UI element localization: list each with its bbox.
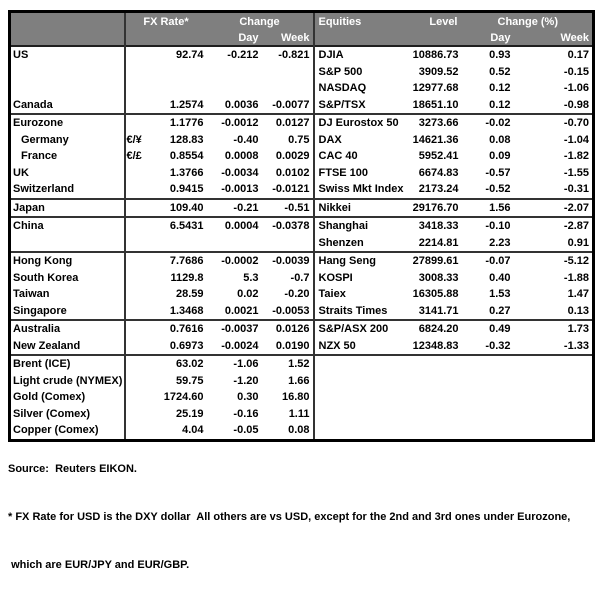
equity-label: Shanghai (314, 217, 411, 235)
table-row (10, 114, 594, 132)
table-row (10, 373, 594, 390)
equity-level (411, 355, 464, 373)
equity-level: 5952.41 (411, 148, 464, 165)
equity-label: Swiss Mkt Index (314, 181, 411, 199)
fx-change-week: -0.0077 (262, 97, 314, 115)
pair-symbol (125, 406, 147, 423)
fx-change-day: -0.0013 (207, 181, 262, 199)
fx-change-week: 0.08 (262, 422, 314, 440)
equity-label: DJIA (314, 46, 411, 64)
table-row (10, 303, 594, 321)
equity-change-group-header: Change (%) (464, 12, 594, 31)
country-label: Hong Kong (10, 252, 125, 270)
footnotes (8, 429, 570, 605)
equity-level: 10886.73 (411, 46, 464, 64)
equity-change-week (514, 389, 594, 406)
fx-rate-value: 92.74 (147, 46, 207, 64)
pair-symbol: €/£ (125, 148, 147, 165)
fx-change-week: 0.75 (262, 132, 314, 149)
fx-change-day: -0.0012 (207, 114, 262, 132)
fx-change-day: 0.30 (207, 389, 262, 406)
fx-change-day: -0.16 (207, 406, 262, 423)
equity-change-week: -1.06 (514, 80, 594, 97)
fx-change-day: -0.0024 (207, 338, 262, 356)
fx-rate-value: 1.3468 (147, 303, 207, 321)
fx-rate-value: 0.9415 (147, 181, 207, 199)
equity-change-day: -0.02 (464, 114, 514, 132)
equity-level: 3008.33 (411, 270, 464, 287)
equity-change-day (464, 389, 514, 406)
equity-change-week: 1.47 (514, 286, 594, 303)
source-note: Source: Reuters EIKON. (8, 463, 137, 475)
table-row (10, 181, 594, 199)
table-body (10, 46, 594, 440)
equity-level (411, 406, 464, 423)
fx-change-week: 0.0029 (262, 148, 314, 165)
equity-label: S&P/ASX 200 (314, 320, 411, 338)
table-row (10, 132, 594, 149)
equity-level: 2173.24 (411, 181, 464, 199)
table-row (10, 320, 594, 338)
country-label: Singapore (10, 303, 125, 321)
pair-symbol (125, 64, 147, 81)
table-row (10, 270, 594, 287)
equity-change-day: 0.27 (464, 303, 514, 321)
fx-change-day: 0.0004 (207, 217, 262, 235)
fx-change-day: -0.40 (207, 132, 262, 149)
country-label: Australia (10, 320, 125, 338)
pair-symbol (125, 80, 147, 97)
fx-change-day: -0.212 (207, 46, 262, 64)
country-label: Germany (10, 132, 125, 149)
fx-rate-value: 1.2574 (147, 97, 207, 115)
fx-change-week: -0.821 (262, 46, 314, 64)
equity-change-week: 0.13 (514, 303, 594, 321)
equity-label: KOSPI (314, 270, 411, 287)
country-label: Eurozone (10, 114, 125, 132)
pair-symbol (125, 181, 147, 199)
fx-change-day (207, 235, 262, 253)
equity-change-week: -0.31 (514, 181, 594, 199)
equity-change-week: -1.33 (514, 338, 594, 356)
equity-label: Nikkei (314, 199, 411, 218)
fx-change-day: -1.06 (207, 355, 262, 373)
equity-label: NASDAQ (314, 80, 411, 97)
fx-change-week (262, 64, 314, 81)
fx-rate-value: 7.7686 (147, 252, 207, 270)
equity-label: Straits Times (314, 303, 411, 321)
equity-change-week: -2.87 (514, 217, 594, 235)
equity-label: Shenzen (314, 235, 411, 253)
country-label: New Zealand (10, 338, 125, 356)
table-row (10, 199, 594, 218)
country-label: Brent (ICE) (10, 355, 125, 373)
fx-rate-value: 59.75 (147, 373, 207, 390)
fx-change-week: -0.0053 (262, 303, 314, 321)
equity-change-day: -0.10 (464, 217, 514, 235)
equity-level: 3418.33 (411, 217, 464, 235)
equity-level: 2214.81 (411, 235, 464, 253)
table-row (10, 97, 594, 115)
equity-change-week: 1.73 (514, 320, 594, 338)
fx-rate-value: 4.04 (147, 422, 207, 440)
pair-symbol: €/¥ (125, 132, 147, 149)
fx-rate-value: 0.7616 (147, 320, 207, 338)
equity-week-subheader: Week (514, 30, 594, 46)
pair-symbol (125, 46, 147, 64)
country-label: Light crude (NYMEX) (10, 373, 125, 390)
fx-change-day: -0.0037 (207, 320, 262, 338)
fx-change-week: 0.0127 (262, 114, 314, 132)
equity-change-week: 0.91 (514, 235, 594, 253)
equity-change-day: -0.32 (464, 338, 514, 356)
country-label: Copper (Comex) (10, 422, 125, 440)
pair-symbol (125, 217, 147, 235)
fx-change-week: -0.0378 (262, 217, 314, 235)
equity-label: Taiex (314, 286, 411, 303)
equity-level: 18651.10 (411, 97, 464, 115)
equity-change-week: -1.82 (514, 148, 594, 165)
country-label: China (10, 217, 125, 235)
table-row (10, 235, 594, 253)
table-row (10, 80, 594, 97)
fx-change-week: 16.80 (262, 389, 314, 406)
equity-change-week: -1.55 (514, 165, 594, 182)
fx-rate-value (147, 235, 207, 253)
fx-rate-value: 1.3766 (147, 165, 207, 182)
fx-change-week: -0.0039 (262, 252, 314, 270)
pair-symbol (125, 355, 147, 373)
equity-label (314, 355, 411, 373)
equity-level: 3909.52 (411, 64, 464, 81)
equity-label: DAX (314, 132, 411, 149)
level-column-header: Level (411, 12, 464, 31)
fx-footnote-line1: * FX Rate for USD is the DXY dollar All others are vs USD, except for the 2nd and 3rd ones under Eurozone, (8, 511, 571, 523)
equity-change-day: 0.12 (464, 80, 514, 97)
equity-level: 16305.88 (411, 286, 464, 303)
fx-change-week: 0.0126 (262, 320, 314, 338)
table-row (10, 406, 594, 423)
fx-rate-value: 1.1776 (147, 114, 207, 132)
equity-change-day (464, 406, 514, 423)
country-label: Silver (Comex) (10, 406, 125, 423)
fx-change-week: -0.0121 (262, 181, 314, 199)
equity-change-week: 0.17 (514, 46, 594, 64)
pair-symbol (125, 373, 147, 390)
table-row (10, 286, 594, 303)
equity-change-day: -0.07 (464, 252, 514, 270)
pair-symbol (125, 389, 147, 406)
fx-rate-value: 28.59 (147, 286, 207, 303)
fx-rate-value: 109.40 (147, 199, 207, 218)
equity-label: Hang Seng (314, 252, 411, 270)
table-row (10, 148, 594, 165)
equity-change-week: -0.15 (514, 64, 594, 81)
equity-change-day: 2.23 (464, 235, 514, 253)
pair-symbol (125, 320, 147, 338)
pair-symbol (125, 235, 147, 253)
country-label: Japan (10, 199, 125, 218)
equity-label: FTSE 100 (314, 165, 411, 182)
table-row (10, 46, 594, 64)
table-row (10, 165, 594, 182)
country-label: US (10, 46, 125, 64)
equity-level: 12977.68 (411, 80, 464, 97)
fx-change-week: 0.0102 (262, 165, 314, 182)
table-header (10, 12, 594, 47)
pair-symbol (125, 303, 147, 321)
pair-symbol (125, 97, 147, 115)
fx-rate-value: 63.02 (147, 355, 207, 373)
equity-level (411, 373, 464, 390)
equity-change-day: -0.57 (464, 165, 514, 182)
pair-symbol (125, 114, 147, 132)
country-label (10, 235, 125, 253)
equity-change-week: -1.88 (514, 270, 594, 287)
country-label (10, 80, 125, 97)
pair-symbol (125, 286, 147, 303)
equity-label (314, 389, 411, 406)
table-row (10, 217, 594, 235)
country-label: France (10, 148, 125, 165)
equity-change-day: 0.52 (464, 64, 514, 81)
fx-change-day (207, 80, 262, 97)
equity-level: 3273.66 (411, 114, 464, 132)
fx-change-day: -0.0034 (207, 165, 262, 182)
fx-change-week (262, 235, 314, 253)
equity-change-day: 1.53 (464, 286, 514, 303)
fx-change-day: 0.0036 (207, 97, 262, 115)
equity-change-week: -5.12 (514, 252, 594, 270)
equity-change-day: 0.40 (464, 270, 514, 287)
table-row (10, 338, 594, 356)
equity-level: 29176.70 (411, 199, 464, 218)
equity-level (411, 389, 464, 406)
fx-week-subheader: Week (262, 30, 314, 46)
equity-level: 6824.20 (411, 320, 464, 338)
fx-rate-value: 0.6973 (147, 338, 207, 356)
equity-level: 12348.83 (411, 338, 464, 356)
fx-footnote-line2: which are EUR/JPY and EUR/GBP. (8, 559, 190, 571)
fx-rate-value: 25.19 (147, 406, 207, 423)
fx-change-day: 0.0008 (207, 148, 262, 165)
equity-change-week (514, 355, 594, 373)
equity-level: 6674.83 (411, 165, 464, 182)
fx-rate-value: 128.83 (147, 132, 207, 149)
equity-change-week: -1.04 (514, 132, 594, 149)
fx-change-day: 5.3 (207, 270, 262, 287)
equity-change-day (464, 373, 514, 390)
pair-symbol (125, 338, 147, 356)
country-label: UK (10, 165, 125, 182)
equity-change-day: 1.56 (464, 199, 514, 218)
equity-change-day: 0.08 (464, 132, 514, 149)
fx-change-week: 0.0190 (262, 338, 314, 356)
equity-change-week: -0.98 (514, 97, 594, 115)
equity-change-week (514, 373, 594, 390)
fx-change-week: 1.52 (262, 355, 314, 373)
equity-change-week: -2.07 (514, 199, 594, 218)
equity-level: 14621.36 (411, 132, 464, 149)
table-row (10, 252, 594, 270)
fx-change-day: 0.0021 (207, 303, 262, 321)
market-summary-table (8, 10, 595, 442)
fx-rate-value: 6.5431 (147, 217, 207, 235)
equity-label (314, 373, 411, 390)
fx-change-week (262, 80, 314, 97)
table-row (10, 389, 594, 406)
fx-rate-value (147, 80, 207, 97)
fx-change-day: -0.0002 (207, 252, 262, 270)
country-label (10, 64, 125, 81)
pair-symbol (125, 199, 147, 218)
equity-level: 27899.61 (411, 252, 464, 270)
equity-label: NZX 50 (314, 338, 411, 356)
fx-change-day: -0.21 (207, 199, 262, 218)
fx-change-week: -0.20 (262, 286, 314, 303)
fx-change-week: -0.7 (262, 270, 314, 287)
fx-rate-column-header: FX Rate* (125, 12, 207, 31)
region-column-header (10, 12, 125, 31)
country-label: Switzerland (10, 181, 125, 199)
fx-rate-value (147, 64, 207, 81)
equity-change-day: 0.09 (464, 148, 514, 165)
equity-change-week: -0.70 (514, 114, 594, 132)
equity-change-day: 0.49 (464, 320, 514, 338)
table-row (10, 64, 594, 81)
country-label: South Korea (10, 270, 125, 287)
fx-change-day: -0.05 (207, 422, 262, 440)
fx-change-day: -1.20 (207, 373, 262, 390)
fx-change-group-header: Change (207, 12, 314, 31)
fx-rate-value: 0.8554 (147, 148, 207, 165)
equity-change-day: 0.12 (464, 97, 514, 115)
equity-label: S&P/TSX (314, 97, 411, 115)
fx-day-subheader: Day (207, 30, 262, 46)
equity-change-day (464, 355, 514, 373)
equity-label (314, 406, 411, 423)
equity-level: 3141.71 (411, 303, 464, 321)
fx-change-week: 1.66 (262, 373, 314, 390)
fx-change-week: -0.51 (262, 199, 314, 218)
country-label: Canada (10, 97, 125, 115)
fx-change-week: 1.11 (262, 406, 314, 423)
country-label: Taiwan (10, 286, 125, 303)
fx-change-day: 0.02 (207, 286, 262, 303)
equity-change-week (514, 406, 594, 423)
pair-symbol (125, 165, 147, 182)
pair-symbol (125, 252, 147, 270)
equity-change-day: -0.52 (464, 181, 514, 199)
pair-symbol (125, 270, 147, 287)
equity-change-day: 0.93 (464, 46, 514, 64)
fx-rate-value: 1129.8 (147, 270, 207, 287)
equity-label: S&P 500 (314, 64, 411, 81)
fx-change-day (207, 64, 262, 81)
country-label: Gold (Comex) (10, 389, 125, 406)
equity-label: DJ Eurostox 50 (314, 114, 411, 132)
table-row (10, 355, 594, 373)
equities-column-header: Equities (314, 12, 411, 31)
fx-rate-value: 1724.60 (147, 389, 207, 406)
equity-label: CAC 40 (314, 148, 411, 165)
equity-day-subheader: Day (464, 30, 514, 46)
